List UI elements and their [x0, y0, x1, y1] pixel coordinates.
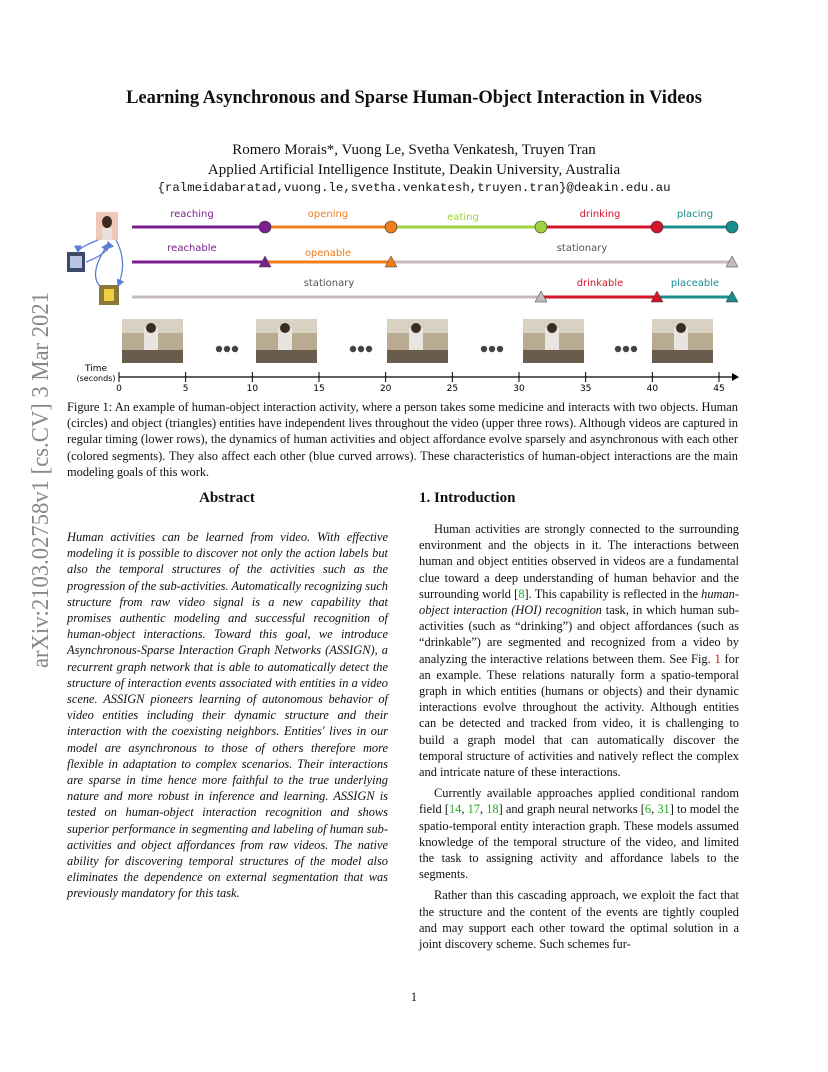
segment-label: stationary: [556, 243, 608, 254]
segment-label: stationary: [303, 278, 355, 289]
axis-tick-label: 10: [246, 384, 259, 394]
axis-tick-label: 40: [646, 384, 659, 394]
citation-link[interactable]: 18: [486, 802, 499, 817]
axis-arrowhead: [732, 373, 739, 381]
axis-tick-label: 35: [579, 384, 592, 394]
paper-title: Learning Asynchronous and Sparse Human-Object Interaction in Videos: [126, 88, 702, 108]
introduction-heading: 1. Introduction: [419, 490, 516, 506]
medicine-object-icon: [67, 252, 85, 272]
figure-caption: Figure 1: An example of human-object interaction activity, where a person takes some medicine and interacts with two objects. Human (circles) and object (triangles) entities have independent lives throughout the video (upper three rows). Although videos are captured in regular timing (lower rows), the dynamics of human activities and object affordance evolve sparsely and asynchronous with each other (colored segments). They also affect each other (blue curved arrows). These characteristics of human-object interactions are the main modeling goals of this work.: [67, 400, 738, 479]
intro-paragraph-1: Human activities are strongly connected to the surrounding environment and the objects in it. The interactions between human and object entities observed in videos are a fundamental clue toward a deep understanding of human behavior and the surrounding world [8]. This capability is reflected in the human-object interaction (HOI) recognition task, in which human sub-activities (such as “drinking”) and object affordances (such as “drinkable”) are segmented and recognized from a video by analyzing the interactive relations between them. See Fig. 1 for an example. These relations naturally form a spatio-temporal graph in which entities (humans or objects) and their dynamic interactions evolve throughout the activity. Although entities can be detected and tracked from video, it is challenging to build a graph model that can automatically discover the temporal structure of activities and natively reflect the complex and intricate nature of these interactions.: [419, 522, 739, 780]
frame-table: [652, 350, 713, 363]
abstract-heading: Abstract: [199, 490, 255, 506]
axis-tick-label: 5: [182, 384, 189, 394]
frame-person-head: [676, 323, 686, 333]
state-circle-marker: [726, 221, 738, 233]
figure-ref-link[interactable]: 1: [714, 651, 721, 666]
ellipsis-dot: [615, 346, 621, 352]
intro-paragraph-2: Currently available approaches applied conditional random field [14, 17, 18] and graph neural networks [6, 31] to model the spatio-temporal entity interaction graph. These models assumed knowledge of the temporal structure of the video, and limited the task to assigning activity and affordance labels to the segments.: [419, 786, 739, 882]
video-frames: [122, 319, 713, 363]
affiliation: Applied Artificial Intelligence Institute, Deakin University, Australia: [207, 162, 621, 178]
segment-label: reachable: [167, 243, 217, 254]
frame-table: [387, 350, 448, 363]
authors: Romero Morais*, Vuong Le, Svetha Venkatesh, Truyen Tran: [232, 142, 596, 158]
cup-object-icon: [99, 285, 119, 305]
segment-label: drinkable: [576, 278, 624, 289]
state-circle-marker: [535, 221, 547, 233]
state-circle-marker: [259, 221, 271, 233]
emails: {ralmeidabaratad,vuong.le,svetha.venkatesh,truyen.tran}@deakin.edu.au: [157, 181, 671, 195]
frame-person-head: [547, 323, 557, 333]
citation-link[interactable]: 31: [657, 802, 670, 817]
ellipsis-dot: [350, 346, 356, 352]
introduction-text: [419, 521, 739, 957]
segment-label: drinking: [579, 209, 621, 220]
axis-tick-label: 15: [313, 384, 325, 394]
frame-person-head: [146, 323, 156, 333]
ellipsis-dot: [216, 346, 222, 352]
citation-link[interactable]: 17: [467, 802, 480, 817]
arxiv-id-text: arXiv:2103.02758v1 [cs.CV] 3 Mar 2021: [28, 290, 54, 668]
time-axis: [77, 364, 739, 394]
citation-link[interactable]: 14: [448, 802, 462, 817]
axis-tick-label: 0: [116, 384, 122, 394]
ellipsis-dot: [623, 346, 629, 352]
abstract-text: Human activities can be learned from video. With effective modeling it is possible to discover not only the action labels but also the temporal structures of the activities such as the progression of the sub-activities. Automatically recognizing such structure from raw video signal is a new capability that promises authentic modeling and successful recognition of human-object interactions. Toward this goal, we introduce Asynchronous-Sparse Interaction Graph Networks (ASSIGN), a recurrent graph network that is able to automatically detect the structure of interaction events associated with entities in a video scene. ASSIGN pioneers learning of autonomous behavior of video entities including their dynamic structure and their interaction with the coexisting neighbors. Entities' lives in our model are asynchronous to those of others therefore more flexible in adaptation to complex scenarios. Their interactions are sparse in time hence more faithful to the true underlying nature and more robust in inference and learning. ASSIGN is tested on human-object interaction recognition and shows superior performance in segmenting and labeling of human sub-activities and object affordances from raw videos. The native ability for discovering temporal structures of the model also eliminates the dependence on external segmentation that was previously mandatory for this task.: [67, 530, 388, 901]
citation-link[interactable]: 6: [644, 802, 652, 817]
ellipsis-dot: [224, 346, 230, 352]
segment-label: opening: [307, 209, 349, 220]
axis-tick-label: 25: [446, 384, 459, 394]
axis-tick-label: 45: [713, 384, 725, 394]
state-circle-marker: [651, 221, 663, 233]
ellipsis-dot: [489, 346, 495, 352]
segment-label: reaching: [170, 209, 214, 220]
figure-1: [64, 200, 764, 396]
ellipsis-dot: [366, 346, 372, 352]
entity-lanes: [132, 209, 738, 302]
state-circle-marker: [385, 221, 397, 233]
segment-label: eating: [447, 212, 479, 223]
frame-table: [523, 350, 584, 363]
segment-label: placeable: [670, 278, 720, 289]
segment-label: placing: [676, 209, 714, 220]
intro-paragraph-3: Rather than this cascading approach, we exploit the fact that the structure and the content of the events are tightly coupled and may support each other toward the optimal solution in a joint discovery scheme. Such schemes fur-: [419, 888, 739, 952]
ellipsis-dot: [481, 346, 487, 352]
segment-label: openable: [304, 248, 352, 259]
axis-tick-label: 30: [513, 384, 525, 394]
axis-label-time: Time: [84, 364, 108, 374]
citation-link[interactable]: 8: [518, 586, 525, 601]
frame-person-head: [280, 323, 290, 333]
ellipsis-dot: [631, 346, 637, 352]
frame-table: [122, 350, 183, 363]
ellipsis-dot: [497, 346, 503, 352]
frame-table: [256, 350, 317, 363]
page-number: 1: [410, 990, 418, 1004]
frame-person-head: [411, 323, 421, 333]
arxiv-sidebar: [18, 290, 56, 670]
human-entity-icon: [96, 212, 118, 240]
axis-label-seconds: (seconds): [76, 374, 116, 383]
axis-tick-label: 20: [379, 384, 392, 394]
ellipsis-dot: [232, 346, 238, 352]
ellipsis-dot: [358, 346, 364, 352]
